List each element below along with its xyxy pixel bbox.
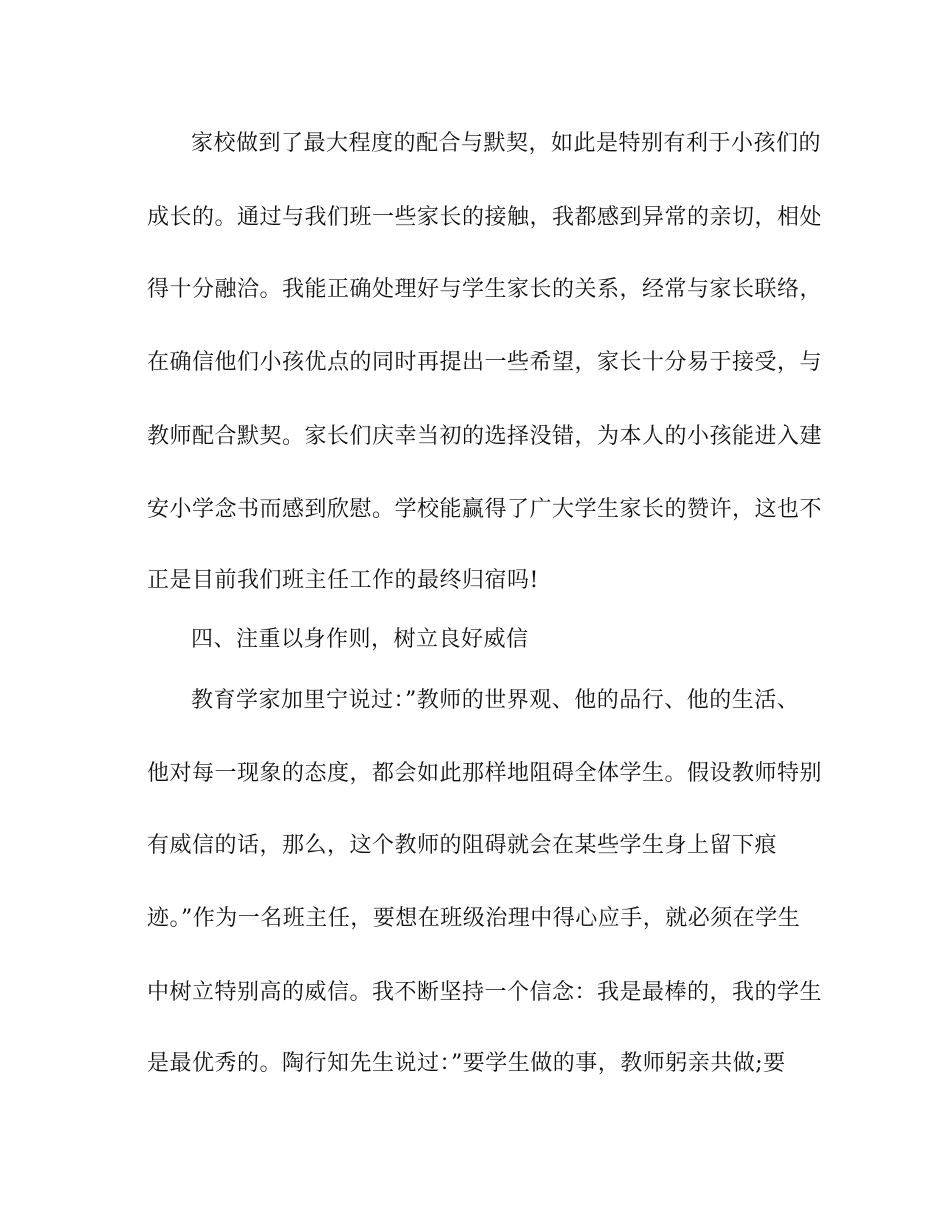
paragraph-line: 安小学念书而感到欣慰。学校能赢得了广大学生家长的赞许，这也不 xyxy=(147,497,823,522)
paragraph-line: 有威信的话，那么，这个教师的阻碍就会在某些学生身上留下痕 xyxy=(147,833,778,858)
paragraph-line: 成长的。通过与我们班一些家长的接触，我都感到异常的亲切，相处 xyxy=(147,205,823,230)
paragraph-line: 家校做到了最大程度的配合与默契，如此是特别有利于小孩们的 xyxy=(191,131,822,156)
section-heading: 四、注重以身作则，树立良好威信 xyxy=(191,627,529,652)
paragraph-line: 得十分融洽。我能正确处理好与学生家长的关系，经常与家长联络， xyxy=(147,277,823,302)
paragraph-line: 中树立特别高的威信。我不断坚持一个信念：我是最棒的，我的学生 xyxy=(147,980,823,1005)
paragraph-line: 是最优秀的。陶行知先生说过：”要学生做的事，教师躬亲共做;要 xyxy=(147,1051,786,1076)
paragraph-line: 在确信他们小孩优点的同时再提出一些希望，家长十分易于接受，与 xyxy=(147,350,823,375)
paragraph-line: 教育学家加里宁说过：”教师的世界观、他的品行、他的生活、 xyxy=(191,688,800,713)
paragraph-line: 迹。”作为一名班主任，要想在班级治理中得心应手，就必须在学生 xyxy=(147,906,801,931)
paragraph-line: 他对每一现象的态度，都会如此那样地阻碍全体学生。假设教师特别 xyxy=(147,761,823,786)
paragraph-line: 教师配合默契。家长们庆幸当初的选择没错，为本人的小孩能进入建 xyxy=(147,424,823,449)
paragraph-line: 正是目前我们班主任工作的最终归宿吗! xyxy=(147,568,539,593)
